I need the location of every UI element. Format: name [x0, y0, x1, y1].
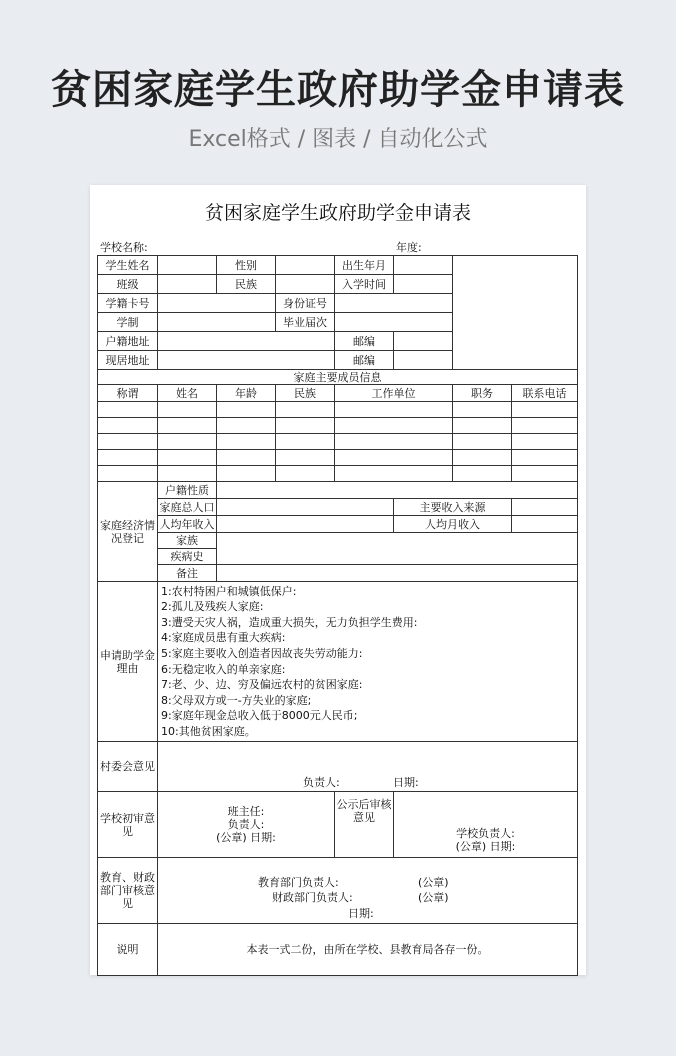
family-cell[interactable] — [453, 450, 512, 466]
family-cell[interactable] — [98, 450, 158, 466]
family-cell[interactable] — [276, 434, 335, 450]
table-row — [98, 742, 578, 792]
table-row — [98, 792, 578, 858]
table-row — [98, 385, 578, 402]
postcode-cell[interactable] — [394, 332, 453, 351]
current-addr-cell[interactable] — [158, 351, 335, 370]
form-title: 贫困家庭学生政府助学金申请表 — [204, 202, 471, 224]
public-review-label: 公示后审核意见 — [335, 792, 394, 858]
reason-item: 4:家庭成员患有重大疾病: — [161, 631, 286, 645]
reason-item: 9:家庭年现金总收入低于8000元人民币; — [161, 709, 358, 723]
family-cell[interactable] — [158, 402, 217, 418]
reason-item: 7:老、少、边、穷及偏远农村的贫困家庭: — [161, 678, 363, 692]
family-cell[interactable] — [512, 466, 578, 482]
village-person-label: 负责人: — [303, 776, 340, 789]
village-opinion-cell[interactable] — [158, 742, 578, 792]
school-head-label: 学校负责人: — [456, 827, 515, 840]
reason-item: 5:家庭主要收入创造者因故丧失劳动能力: — [161, 646, 363, 660]
village-date-label: 日期: — [393, 776, 419, 789]
hukou-addr-label: 户籍地址 — [98, 332, 158, 351]
school-head-seal-date: (公章) 日期: — [455, 840, 516, 853]
remark-label: 备注 — [158, 565, 217, 582]
school-name-label: 学校名称: — [100, 241, 148, 254]
card-no-label: 学籍卡号 — [98, 294, 158, 313]
monthly-income-cell[interactable] — [512, 516, 578, 533]
family-pop-cell[interactable] — [217, 499, 394, 516]
page-subheading: Excel格式 / 图表 / 自动化公式 — [188, 127, 488, 152]
family-col-ethnicity: 民族 — [276, 385, 335, 402]
page-heading: 贫困家庭学生政府助学金申请表 — [51, 67, 625, 113]
enroll-date-cell[interactable] — [394, 275, 453, 294]
reason-item: 3:遭受天灾人祸，造成重大损失，无力负担学生费用: — [161, 615, 418, 629]
family-col-age: 年龄 — [217, 385, 276, 402]
postcode2-cell[interactable] — [394, 351, 453, 370]
family-cell[interactable] — [512, 434, 578, 450]
family-cell[interactable] — [335, 450, 453, 466]
school-person-label: 负责人: — [227, 818, 265, 831]
family-cell[interactable] — [335, 466, 453, 482]
public-review-cell[interactable] — [394, 792, 578, 858]
family-cell[interactable] — [217, 450, 276, 466]
card-no-cell[interactable] — [158, 294, 276, 313]
table-row — [98, 565, 578, 582]
application-form-table — [97, 255, 578, 976]
reason-item: 6:无稳定收入的单亲家庭: — [161, 662, 286, 676]
family-cell[interactable] — [98, 434, 158, 450]
family-col-position: 职务 — [453, 385, 512, 402]
note-text: 本表一式二份，由所在学校、县教育局各存一份。 — [158, 924, 578, 976]
family-col-phone: 联系电话 — [512, 385, 578, 402]
note-label: 说明 — [98, 924, 158, 976]
grad-year-label: 毕业届次 — [276, 313, 335, 332]
family-cell[interactable] — [453, 466, 512, 482]
family-cell[interactable] — [453, 434, 512, 450]
year-label: 年度: — [396, 241, 422, 254]
hukou-addr-cell[interactable] — [158, 332, 335, 351]
family-row — [98, 418, 578, 434]
economy-label: 家庭经济情况登记 — [98, 482, 158, 582]
family-cell[interactable] — [217, 418, 276, 434]
reason-item: 2:孤儿及残疾人家庭: — [161, 600, 264, 614]
family-cell[interactable] — [276, 418, 335, 434]
family-cell[interactable] — [512, 450, 578, 466]
table-row — [98, 924, 578, 976]
family-cell[interactable] — [512, 402, 578, 418]
student-name-cell[interactable] — [158, 256, 217, 275]
school-initial-cell[interactable] — [158, 792, 335, 858]
table-row — [98, 533, 578, 549]
medical-history-cell[interactable] — [217, 533, 578, 565]
family-col-workplace: 工作单位 — [335, 385, 453, 402]
family-cell[interactable] — [217, 434, 276, 450]
teacher-label: 班主任: — [227, 805, 265, 818]
class-label: 班级 — [98, 275, 158, 294]
family-cell[interactable] — [335, 402, 453, 418]
family-col-relation: 称谓 — [98, 385, 158, 402]
reason-item: 8:父母双方或一-方失业的家庭; — [161, 693, 312, 707]
annual-income-cell[interactable] — [217, 516, 394, 533]
family-cell[interactable] — [158, 418, 217, 434]
family-cell[interactable] — [512, 418, 578, 434]
reasons-list — [158, 582, 578, 742]
table-row — [98, 516, 578, 533]
family-cell[interactable] — [98, 418, 158, 434]
family-row — [98, 402, 578, 418]
remark-cell[interactable] — [217, 565, 578, 582]
family-cell[interactable] — [276, 466, 335, 482]
family-cell[interactable] — [335, 418, 453, 434]
table-row — [98, 582, 578, 742]
fin-person-label: 财政部门负责人: — [272, 891, 353, 904]
form-sheet — [90, 185, 586, 975]
family-col-name: 姓名 — [158, 385, 217, 402]
family-cell[interactable] — [276, 402, 335, 418]
ethnicity-label: 民族 — [217, 275, 276, 294]
student-name-label: 学生姓名 — [98, 256, 158, 275]
school-seal-date: (公章) 日期: — [216, 831, 276, 844]
grad-year-cell[interactable] — [335, 313, 453, 332]
medical-history-label-1: 家族 — [158, 533, 217, 549]
class-cell[interactable] — [158, 275, 217, 294]
hukou-type-label: 户籍性质 — [158, 482, 217, 499]
family-cell[interactable] — [335, 434, 453, 450]
table-row — [98, 499, 578, 516]
postcode2-label: 邮编 — [335, 351, 394, 370]
family-cell[interactable] — [158, 434, 217, 450]
family-section-title: 家庭主要成员信息 — [98, 370, 578, 385]
table-row — [98, 370, 578, 385]
photo-cell[interactable] — [453, 256, 578, 370]
birth-label: 出生年月 — [335, 256, 394, 275]
enroll-date-label: 入学时间 — [335, 275, 394, 294]
fin-seal: (公章) — [418, 891, 449, 904]
gov-review-cell[interactable] — [158, 858, 578, 924]
postcode-label: 邮编 — [335, 332, 394, 351]
family-cell[interactable] — [158, 466, 217, 482]
family-row — [98, 466, 578, 482]
income-source-label: 主要收入来源 — [394, 499, 512, 516]
family-cell[interactable] — [98, 402, 158, 418]
family-cell[interactable] — [453, 418, 512, 434]
gender-cell[interactable] — [276, 256, 335, 275]
ethnicity-cell[interactable] — [276, 275, 335, 294]
monthly-income-label: 人均月收入 — [394, 516, 512, 533]
family-pop-label: 家庭总人口 — [159, 500, 215, 514]
family-cell[interactable] — [217, 402, 276, 418]
annual-income-label: 人均年收入 — [159, 517, 215, 531]
hukou-type-cell[interactable] — [217, 482, 578, 499]
family-cell[interactable] — [276, 450, 335, 466]
family-cell[interactable] — [98, 466, 158, 482]
medical-history-label-2: 疾病史 — [158, 549, 217, 565]
gov-date-label: 日期: — [348, 907, 374, 920]
table-row — [98, 256, 578, 275]
income-source-cell[interactable] — [512, 499, 578, 516]
family-cell[interactable] — [217, 466, 276, 482]
school-system-cell[interactable] — [158, 313, 276, 332]
edu-person-label: 教育部门负责人: — [258, 876, 339, 889]
family-cell[interactable] — [158, 450, 217, 466]
current-addr-label: 现居地址 — [98, 351, 158, 370]
birth-cell[interactable] — [394, 256, 453, 275]
family-row — [98, 450, 578, 466]
family-row — [98, 434, 578, 450]
id-no-cell[interactable] — [335, 294, 453, 313]
school-review-label: 学校初审意见 — [98, 792, 158, 858]
school-system-label: 学制 — [98, 313, 158, 332]
id-no-label: 身份证号 — [276, 294, 335, 313]
table-row — [98, 482, 578, 499]
reason-item: 1:农村特困户和城镇低保户: — [161, 584, 297, 598]
family-cell[interactable] — [453, 402, 512, 418]
gov-review-label: 教育、财政部门审核意见 — [98, 858, 158, 924]
reason-item: 10:其他贫困家庭。 — [161, 724, 256, 738]
village-label: 村委会意见 — [98, 742, 158, 792]
edu-seal: (公章) — [418, 876, 449, 889]
table-row — [98, 858, 578, 924]
gender-label: 性别 — [217, 256, 276, 275]
reasons-label: 申请助学金理由 — [98, 582, 158, 742]
